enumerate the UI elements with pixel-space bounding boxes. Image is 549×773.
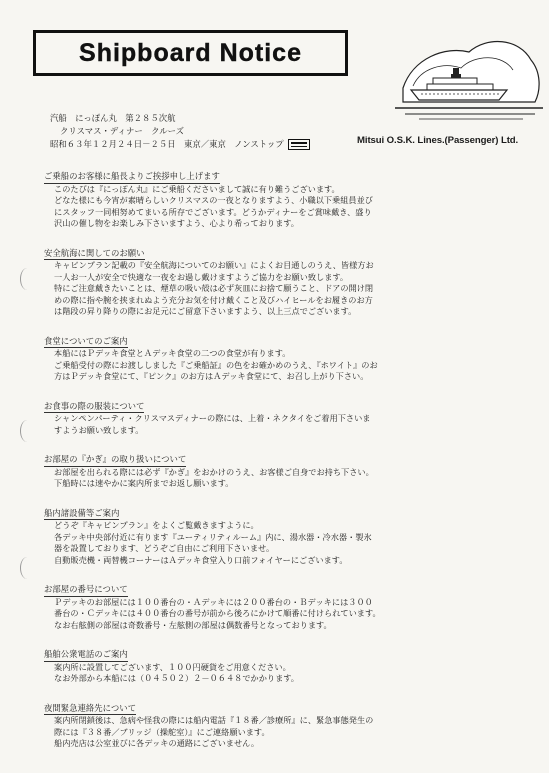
section-line: このたびは『にっぽん丸』にご乗船くださいまして誠に有り難うございます。 xyxy=(54,183,340,194)
section-line: Ｐデッキのお部屋には１００番台の・Ａデッキには２００番台の・Ｂデッキには３００ xyxy=(54,596,373,607)
notice-section xyxy=(44,329,514,383)
section-line: 各デッキ中央部付近に有ります『ユーティリティルーム』内に、湯水器・冷水器・製氷 xyxy=(54,531,372,542)
notice-section xyxy=(44,642,514,685)
notice-section xyxy=(44,241,514,318)
voyage-ship-line: 汽船 にっぽん丸 第２８５次航 xyxy=(50,113,176,123)
punch-hole-mark xyxy=(20,420,34,442)
notice-section xyxy=(44,447,514,490)
page-title: Shipboard Notice xyxy=(79,38,302,67)
voyage-date-text: 昭和６３年１２月２４日－２５日 東京／東京 ノンストップ xyxy=(50,139,284,149)
section-line: なお右舷側の部屋は奇数番号・左舷側の部屋は偶数番号となっております。 xyxy=(54,619,332,630)
section-heading: お部屋の番号について xyxy=(44,583,128,597)
notice-section xyxy=(44,577,514,631)
section-heading: 食堂についてのご案内 xyxy=(44,335,128,349)
section-line: 沢山の催し物をお楽しみ下さいますよう、心より希っております。 xyxy=(54,218,299,228)
punch-hole-mark xyxy=(20,268,34,290)
notice-section xyxy=(44,394,514,437)
notice-section xyxy=(44,164,514,230)
section-line: ご乗船受付の際にお渡ししました『ご乗船証』の色をお確かめのうえ、『ホワイト』のお xyxy=(54,359,378,370)
section-line: 船内売店は公室並びに各デッキの通路にございません。 xyxy=(54,738,260,748)
section-line: 案内所閉鎖後は、急病や怪我の際には船内電話『１８番／診療所』に、緊急事態発生の xyxy=(54,715,374,725)
section-line: にスタッフ一同相努めてまいる所存でございます。どうかディナーをご賞味戴き、盛り xyxy=(54,206,372,217)
section-line: お部屋を出られる際には必ず『かぎ』をおかけのうえ、お客様ご自身でお持ち下さい。 xyxy=(54,466,374,477)
section-heading: ご乗船のお客様に船長よりご挨拶申し上げます xyxy=(44,170,220,184)
section-line: 際には『３８番／ブリッジ（操舵室）』にご連絡願います。 xyxy=(54,726,270,737)
section-line: キャビンプラン記載の『安全航海についてのお願い』によくお目通しのうえ、皆様方お xyxy=(54,260,374,270)
title-box xyxy=(33,30,348,76)
section-heading: 夜間緊急連絡先について xyxy=(44,702,136,716)
section-heading: お食事の際の服装について xyxy=(44,400,144,414)
section-line: 本船にはＰデッキ食堂とＡデッキ食堂の二つの食堂が有ります。 xyxy=(54,348,291,358)
voyage-date-line xyxy=(50,138,310,151)
ship-illustration xyxy=(395,28,543,124)
section-line: 器を設置しております、どうぞご自由にご利用下さいませ。 xyxy=(54,543,275,553)
section-heading: 安全航海に関してのお願い xyxy=(44,247,145,261)
section-line: 特にご注意戴きたいことは、煙草の吸い殻は必ず灰皿にお捨て願うこと、ドアの開け閉 xyxy=(54,283,374,293)
notice-body xyxy=(44,164,514,761)
section-line: シャンペンパーティ・クリスマスディナーの際には、上着・ネクタイをご着用下さいま xyxy=(54,413,371,423)
section-line: どうぞ『キャビンプラン』をよくご覧戴きますように。 xyxy=(54,520,259,530)
section-line: 方はＰデッキ食堂にて、『ピンク』のお方はＡデッキ食堂にて、お召し上がり下さい。 xyxy=(54,371,369,381)
section-heading: お部屋の『かぎ』の取り扱いについて xyxy=(44,453,186,467)
section-line: なお外部から本船には（０４５０２）２－０６４８でかかります。 xyxy=(54,673,299,683)
company-name: Mitsui O.S.K. Lines.(Passenger) Ltd. xyxy=(357,135,519,146)
section-line: は階段の昇り降りの際にお足元にご留意下さいますよう、以上三点でございます。 xyxy=(54,306,357,316)
section-line: 番台の・Ｃデッキには４００番台の番号が前から後ろにかけて順番に付けられています。 xyxy=(54,608,381,618)
section-line: 案内所に設置してございます、１００円硬貨をご用意ください。 xyxy=(54,661,291,672)
notice-section xyxy=(44,501,514,567)
section-heading: 船舶公衆電話のご案内 xyxy=(44,648,128,662)
section-line: 自動販売機・両替機コーナーはＡデッキ食堂入り口前フォイヤーにございます。 xyxy=(54,554,348,565)
voyage-info xyxy=(50,112,310,151)
section-heading: 船内諸設備等ご案内 xyxy=(44,507,119,521)
voyage-cruise-line: クリスマス・ディナー クルーズ xyxy=(60,126,184,136)
notice-section xyxy=(44,696,514,750)
section-line: どなた様にも今宵が素晴らしいクリスマスの一夜となりますよう、小職以下乗組員並び xyxy=(54,195,373,205)
section-line: すようお願い致します。 xyxy=(54,424,144,435)
punch-hole-mark xyxy=(20,557,34,579)
section-line: 一人お一人が安全で快適な一夜をお過し戴けますようご協力をお願い致します。 xyxy=(54,271,349,282)
section-line: 下船時には速やかに案内所までお返し願います。 xyxy=(54,478,234,488)
section-line: めの際に指や腕を挟まれぬよう充分お気を付け戴くこと及びハイヒールをお履きのお方 xyxy=(54,294,373,305)
company-flag-icon xyxy=(288,139,310,150)
